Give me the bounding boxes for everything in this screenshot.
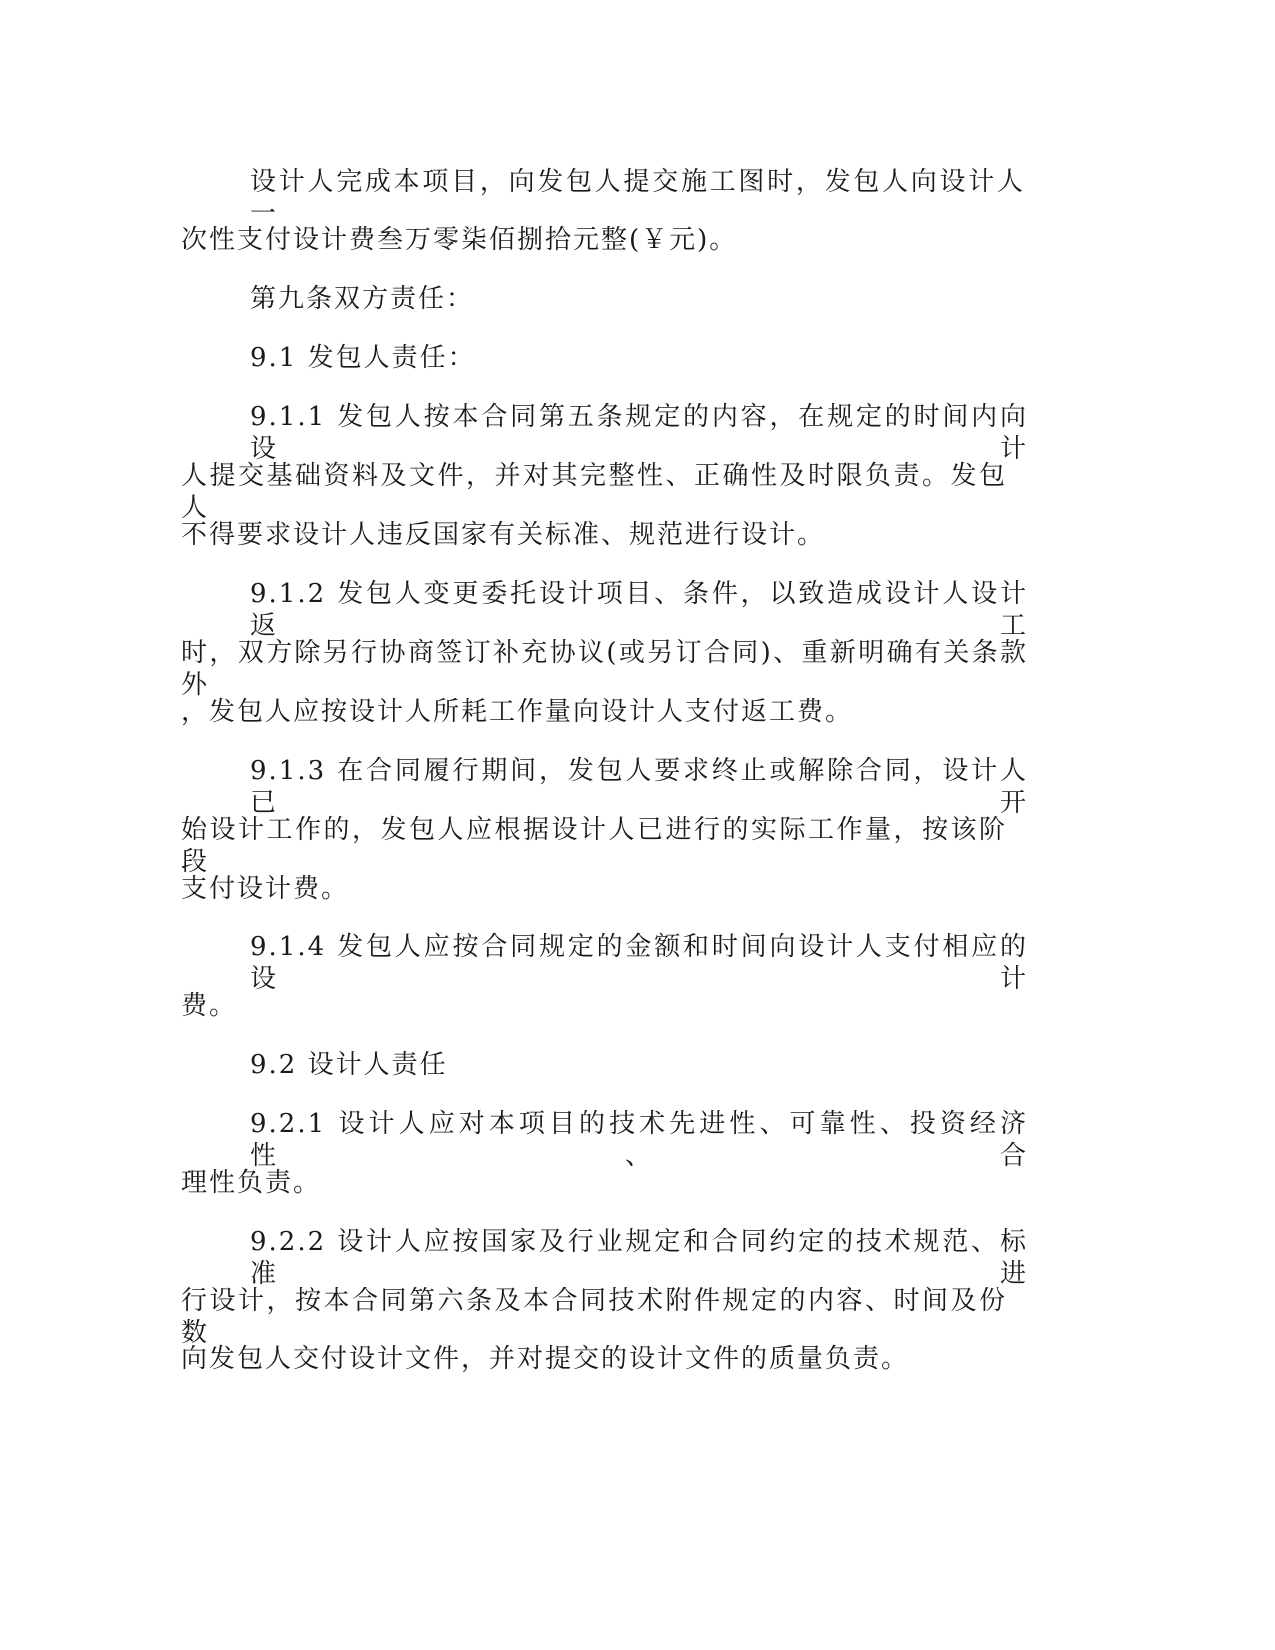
paragraph-line-8: 9.1.2 发包人变更委托设计项目、条件，以致造成设计人设计返工	[250, 579, 1028, 641]
paragraph-line-11: 9.1.3 在合同履行期间，发包人要求终止或解除合同，设计人已开	[250, 756, 1028, 818]
paragraph-line-10: ，发包人应按设计人所耗工作量向设计人支付返工费。	[181, 697, 854, 727]
subsection-heading-9-2: 9.2 设计人责任	[250, 1050, 448, 1080]
section-heading-9: 第九条双方责任：	[250, 284, 475, 314]
paragraph-line-9: 时，双方除另行协商签订补充协议(或另订合同)、重新明确有关条款外	[181, 638, 1028, 700]
paragraph-line-7: 不得要求设计人违反国家有关标准、规范进行设计。	[181, 520, 826, 550]
paragraph-line-15: 费。	[181, 991, 238, 1021]
paragraph-line-5: 9.1.1 发包人按本合同第五条规定的内容，在规定的时间内向设计	[250, 402, 1028, 464]
subsection-heading-9-1: 9.1 发包人责任：	[250, 343, 476, 373]
paragraph-line-13: 支付设计费。	[181, 874, 350, 904]
paragraph-line-2: 次性支付设计费叁万零柒佰捌拾元整(￥元)。	[181, 225, 738, 255]
paragraph-line-6: 人提交基础资料及文件，并对其完整性、正确性及时限负责。发包人	[181, 461, 1007, 523]
paragraph-line-12: 始设计工作的，发包人应根据设计人已进行的实际工作量，按该阶段	[181, 815, 1007, 877]
paragraph-line-1: 设计人完成本项目，向发包人提交施工图时，发包人向设计人一	[250, 167, 1025, 229]
paragraph-line-14: 9.1.4 发包人应按合同规定的金额和时间向设计人支付相应的设计	[250, 932, 1028, 994]
paragraph-line-17: 9.2.1 设计人应对本项目的技术先进性、可靠性、投资经济性、合	[250, 1109, 1028, 1171]
paragraph-line-21: 向发包人交付设计文件，并对提交的设计文件的质量负责。	[181, 1344, 910, 1374]
paragraph-line-18: 理性负责。	[181, 1168, 322, 1198]
paragraph-line-20: 行设计，按本合同第六条及本合同技术附件规定的内容、时间及份数	[181, 1286, 1007, 1348]
paragraph-line-19: 9.2.2 设计人应按国家及行业规定和合同约定的技术规范、标准进	[250, 1227, 1028, 1289]
